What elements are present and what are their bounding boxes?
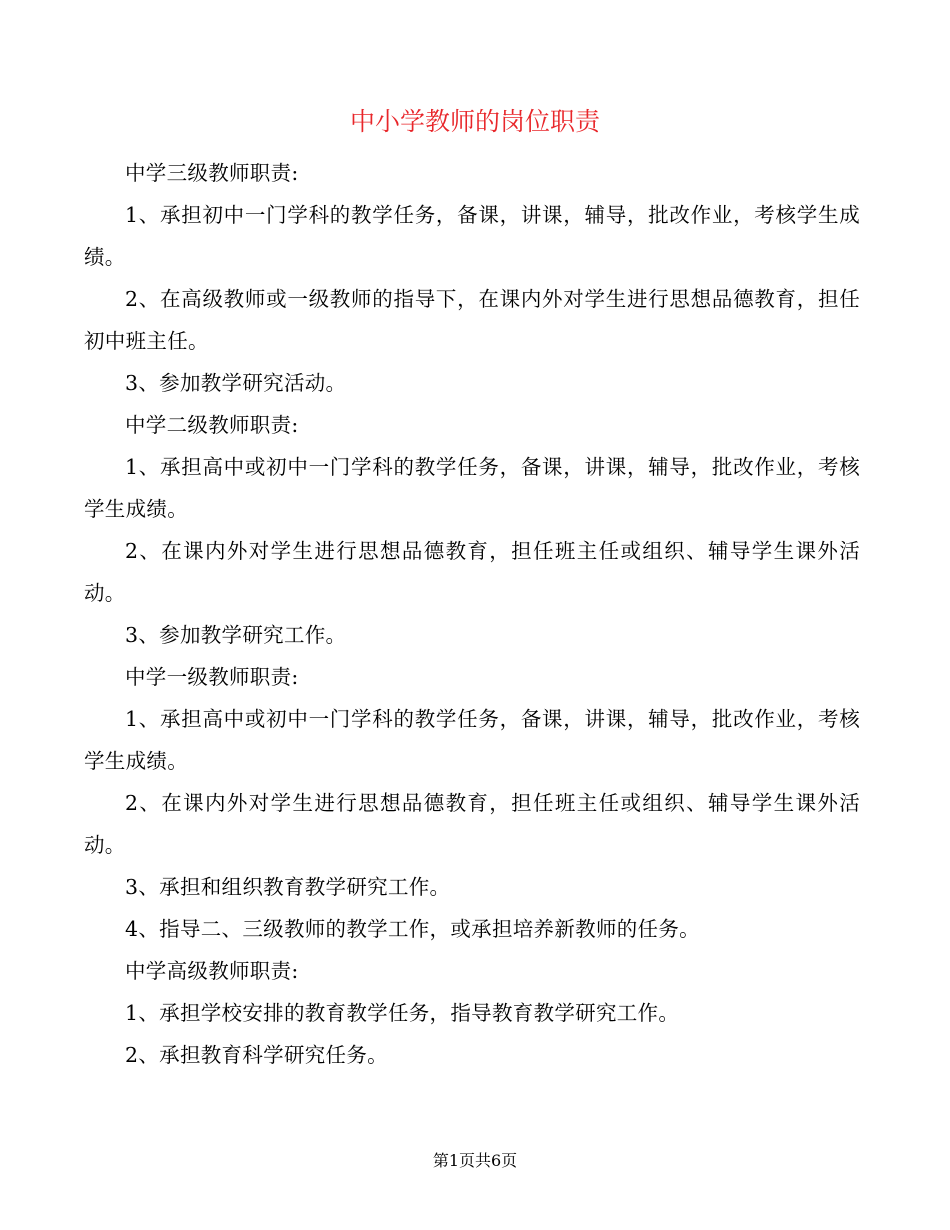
paragraph: 2、在课内外对学生进行思想品德教育，担任班主任或组织、辅导学生课外活动。: [84, 539, 860, 605]
document-title: 中小学教师的岗位职责: [349, 107, 600, 136]
paragraph: 2、承担教育科学研究任务。: [125, 1043, 388, 1067]
section-heading-grade1: 中学一级教师职责:: [125, 665, 299, 689]
paragraph: 2、在课内外对学生进行思想品德教育，担任班主任或组织、辅导学生课外活动。: [84, 791, 860, 857]
paragraph: 3、参加教学研究工作。: [125, 623, 347, 647]
paragraph: 1、承担初中一门学科的教学任务，备课，讲课，辅导，批改作业，考核学生成绩。: [84, 203, 860, 269]
paragraph: 3、承担和组织教育教学研究工作。: [125, 875, 451, 899]
document-body: [84, 152, 860, 1076]
section-heading-grade3: 中学三级教师职责:: [125, 161, 299, 185]
paragraph: 1、承担学校安排的教育教学任务，指导教育教学研究工作。: [125, 1001, 680, 1025]
paragraph: 1、承担高中或初中一门学科的教学任务，备课，讲课，辅导，批改作业，考核学生成绩。: [84, 455, 860, 521]
page-number: 第1页共6页: [432, 1151, 518, 1170]
section-heading-senior: 中学高级教师职责:: [125, 959, 299, 983]
paragraph: 1、承担高中或初中一门学科的教学任务，备课，讲课，辅导，批改作业，考核学生成绩。: [84, 707, 860, 773]
paragraph: 3、参加教学研究活动。: [125, 371, 347, 395]
paragraph: 2、在高级教师或一级教师的指导下，在课内外对学生进行思想品德教育，担任初中班主任。: [84, 287, 860, 353]
section-heading-grade2: 中学二级教师职责:: [125, 413, 299, 437]
paragraph: 4、指导二、三级教师的教学工作，或承担培养新教师的任务。: [125, 917, 700, 941]
